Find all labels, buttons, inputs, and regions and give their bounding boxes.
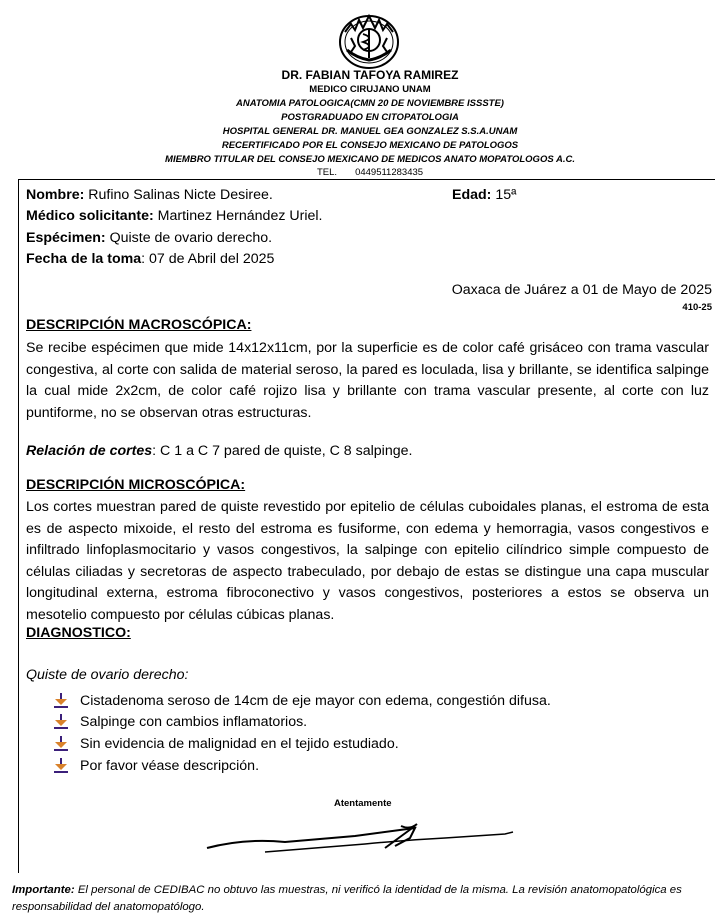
diagnosis-intro: Quiste de ovario derecho:: [26, 667, 189, 683]
header-telephone: [317, 167, 423, 178]
cuts-row: [26, 443, 412, 459]
macro-title: DESCRIPCIÓN MACROSCÓPICA:: [26, 317, 252, 333]
macro-text: Se recibe espécimen que mide 14x12x11cm, por la superficie es de color café grisáceo con trama vascular congestiva, al corte con salida de material seroso, la pared es loculada, lisa y brillante, se identifica salpinge la cual mide 2x2cm, de color café rojizo lisa y brillante con trama vascular presente, al corte con luz puntiforme, no se observan otras estructuras.: [26, 340, 709, 421]
cuts-text: : C 1 a C 7 pared de quiste, C 8 salpinge.: [152, 443, 413, 459]
patient-name-row: [26, 187, 273, 203]
arrow-bullet-icon: [54, 714, 68, 730]
sample-date-label: Fecha de la toma: [26, 251, 142, 267]
arrow-bullet-icon: [54, 758, 68, 774]
specimen-label: Espécimen:: [26, 230, 106, 246]
arrow-bullet-icon: [54, 693, 68, 709]
specimen: Quiste de ovario derecho.: [109, 230, 273, 246]
diagnosis-list: [54, 690, 551, 776]
header-line-2: ANATOMIA PATOLOGICA(CMN 20 DE NOVIEMBRE ISSSTE): [236, 98, 504, 109]
arrow-bullet-icon: [54, 736, 68, 752]
patient-name-label: Nombre:: [26, 187, 85, 203]
header-line-3: POSTGRADUADO EN CITOPATOLOGIA: [281, 112, 459, 123]
report-folio: 410-25: [682, 302, 712, 313]
diagnosis-item: Sin evidencia de malignidad en el tejido estudiado.: [54, 733, 551, 755]
signature: [205, 818, 515, 858]
important-note: [12, 882, 712, 916]
header-line-1: MEDICO CIRUJANO UNAM: [309, 84, 431, 95]
patient-age-row: [452, 187, 516, 203]
header-line-4: HOSPITAL GENERAL DR. MANUEL GEA GONZALEZ S.S.A.UNAM: [222, 126, 518, 137]
patient-age-label: Edad:: [452, 187, 492, 203]
diagnosis-title: DIAGNOSTICO:: [26, 625, 131, 641]
cuts-label: Relación de cortes: [26, 443, 153, 459]
sample-date: : 07 de Abril del 2025: [141, 251, 275, 267]
requesting-doctor: Martinez Hernández Uriel.: [157, 208, 323, 224]
important-text: El personal de CEDIBAC no obtuvo las muestras, ni verificó la identidad de la misma. La revisión anatomopatológica es responsabilidad del anatomopatólogo.: [12, 884, 682, 913]
patient-name: Rufino Salinas Nicte Desiree.: [88, 187, 273, 203]
doctor-name: DR. FABIAN TAFOYA RAMIREZ: [281, 68, 459, 82]
medical-emblem-icon: [337, 12, 401, 70]
header-line-5: RECERTIFICADO POR EL CONSEJO MEXICANO DE PATOLOGOS: [221, 140, 519, 151]
important-label: Importante:: [12, 884, 75, 896]
tel-number: 0449511283435: [355, 167, 424, 178]
diagnosis-item: Cistadenoma seroso de 14cm de eje mayor con edema, congestión difusa.: [54, 690, 551, 712]
diagnosis-item: Salpinge con cambios inflamatorios.: [54, 712, 551, 734]
micro-text: Los cortes muestran pared de quiste revestido por epitelio de células cuboidales planas, el estroma de esta es de aspecto mixoide, el resto del estroma es fusiforme, con edema y hemorragia, vasos congestivos e infiltrado linfoplasmocitario y vasos congestivos, la salpinge con epitelio cilíndrico simple compuesto de células ciliadas y secretoras de aspecto trabeculado, por debajo de estas se distingue una capa muscular longitudinal externa, estroma fibroconectivo y vasos congestivos, posteriores a estos se observa un mesotelio compuesto por células cúbicas planas.: [26, 499, 709, 623]
micro-title: DESCRIPCIÓN MICROSCÓPICA:: [26, 477, 246, 493]
header-line-6: MIEMBRO TITULAR DEL CONSEJO MEXICANO DE MEDICOS ANATO MOPATOLOGOS A.C.: [165, 154, 575, 165]
tel-label: TEL.: [317, 167, 338, 178]
place-and-date: Oaxaca de Juárez a 01 de Mayo de 2025: [451, 282, 712, 298]
sample-date-row: [26, 251, 274, 267]
closing-text: Atentamente: [334, 798, 392, 809]
requesting-doctor-row: [26, 208, 322, 224]
specimen-row: [26, 230, 272, 246]
patient-age: 15ª: [495, 187, 517, 203]
diagnosis-item: Por favor véase descripción.: [54, 755, 551, 777]
requesting-doctor-label: Médico solicitante:: [26, 208, 154, 224]
